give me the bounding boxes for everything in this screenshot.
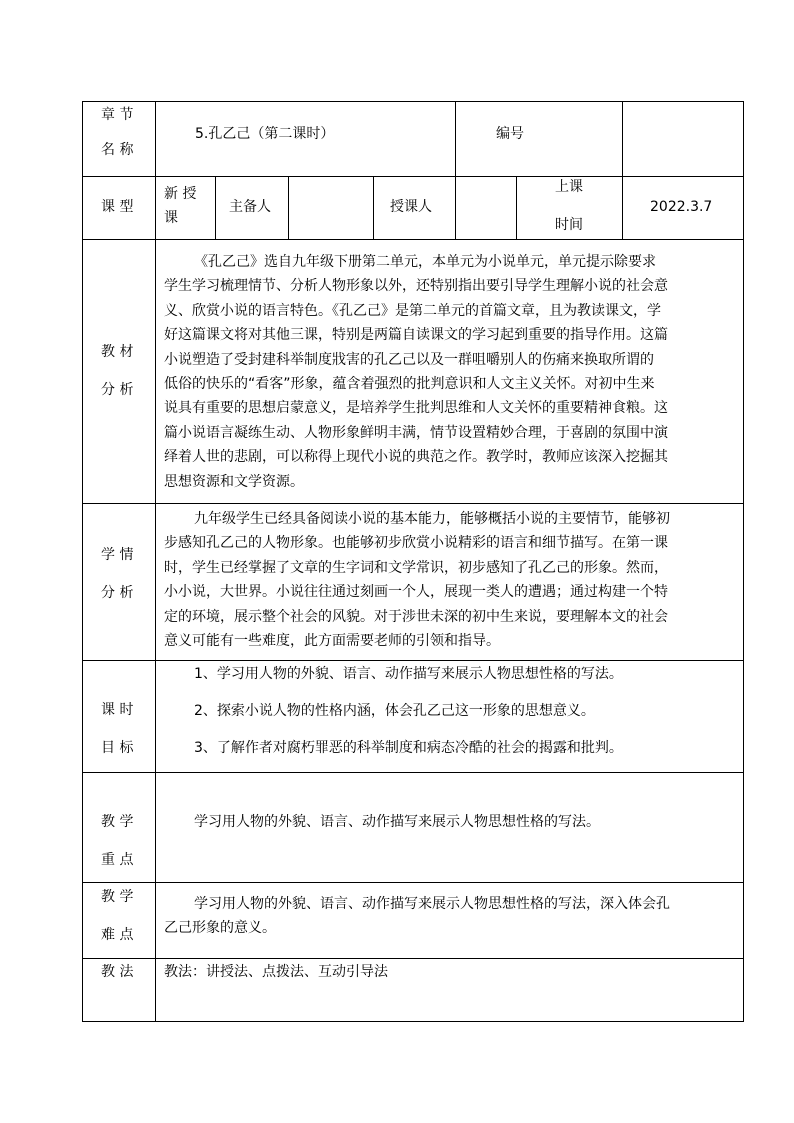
lesson-title: 5.孔乙己（第二课时） — [195, 126, 335, 142]
teacher-label: 授课人 — [390, 199, 432, 215]
chapter-label-bottom: 名 称 — [101, 142, 134, 158]
chapter-label-top: 章 节 — [101, 107, 134, 123]
type-value-top: 新 授 — [164, 186, 197, 202]
col-divider — [373, 176, 374, 239]
row-divider — [82, 176, 744, 177]
textbook-line: 《孔乙己》选自九年级下册第二单元，本单元为小说单元，单元提示除要求 — [194, 254, 656, 270]
col-divider — [516, 176, 517, 239]
table-border-bottom — [82, 1021, 744, 1022]
col-divider — [215, 176, 216, 239]
learner-line: 时，学生已经掌握了文章的生字词和文学常识，初步感知了孔乙己的形象。然而， — [164, 559, 668, 576]
time-label-bottom: 时间 — [555, 217, 583, 233]
row-divider — [82, 239, 744, 240]
row-divider — [82, 503, 744, 504]
class-date: 2022.3.7 — [650, 199, 713, 215]
textbook-line: 小说塑造了受封建科举制度戕害的孔乙己以及一群咀嚼别人的伤痛来换取所谓的 — [164, 351, 654, 368]
textbook-label-top: 教 材 — [101, 344, 134, 360]
difficulties-line: 乙己形象的意义。 — [164, 920, 276, 936]
col-divider — [622, 101, 623, 239]
objectives-label-bottom: 目 标 — [101, 740, 134, 756]
row-divider — [82, 772, 744, 773]
type-value-bottom: 课 — [164, 210, 178, 226]
methods-text: 教法：讲授法、点拨法、互动引导法 — [164, 964, 388, 980]
key-points-label-top: 教 学 — [101, 814, 134, 830]
difficulties-label-top: 教 学 — [101, 889, 134, 905]
col-divider — [288, 176, 289, 239]
textbook-line: 说具有重要的思想启蒙意义，是培养学生批判思维和人文关怀的重要精神食粮。这 — [164, 400, 668, 417]
col-divider — [455, 101, 456, 239]
difficulties-line: 学习用人物的外貌、语言、动作描写来展示人物思想性格的写法，深入体会孔 — [194, 896, 670, 912]
objectives-label-top: 课 时 — [101, 702, 134, 718]
preparer-label: 主备人 — [229, 199, 271, 215]
textbook-line: 思想资源和文学资源。 — [164, 473, 304, 490]
learner-line: 定的环境，展示整个社会的风貌。对于涉世未深的初中生来说，要理解本文的社会 — [164, 608, 668, 625]
time-label-top: 上课 — [555, 179, 583, 195]
key-points-label-bottom: 重 点 — [101, 852, 134, 868]
textbook-line: 低俗的快乐的“看客”形象，蕴含着强烈的批判意识和人文主义关怀。对初中生来 — [164, 376, 655, 393]
table-border-right — [743, 101, 744, 1022]
objective-item: 3、了解作者对腐朽罪恶的科举制度和病态冷酷的社会的揭露和批判。 — [194, 740, 623, 756]
methods-label: 教 法 — [101, 964, 134, 980]
objective-item: 1、学习用人物的外貌、语言、动作描写来展示人物思想性格的写法。 — [194, 666, 623, 682]
code-label: 编号 — [496, 126, 524, 142]
textbook-line: 义、欣赏小说的语言特色。《孔乙己》是第二单元的首篇文章，且为教读课文，学 — [164, 302, 661, 319]
textbook-line: 好这篇课文将对其他三课，特别是两篇自读课文的学习起到重要的指导作用。这篇 — [164, 327, 668, 344]
key-points-text: 学习用人物的外貌、语言、动作描写来展示人物思想性格的写法。 — [194, 814, 600, 830]
learner-line: 意义可能有一些难度，此方面需要老师的引领和指导。 — [164, 633, 500, 650]
learner-label-bottom: 分 析 — [101, 585, 134, 601]
learner-line: 步感知孔乙己的人物形象。也能够初步欣赏小说精彩的语言和细节描写。在第一课 — [164, 535, 668, 552]
learner-label-top: 学 情 — [101, 547, 134, 563]
textbook-label-bottom: 分 析 — [101, 382, 134, 398]
table-border-top — [82, 101, 744, 102]
textbook-line: 篇小说语言凝练生动、人物形象鲜明丰满，情节设置精妙合理，于喜剧的氛围中演 — [164, 424, 668, 441]
label-column-divider — [155, 101, 156, 1022]
difficulties-label-bottom: 难 点 — [101, 927, 134, 943]
textbook-line: 学生学习梳理情节、分析人物形象以外，还特别指出要引导学生理解小说的社会意 — [164, 278, 668, 295]
type-label: 课 型 — [101, 199, 134, 215]
objective-item: 2、探索小说人物的性格内涵，体会孔乙己这一形象的思想意义。 — [194, 703, 595, 719]
row-divider — [82, 958, 744, 959]
learner-analysis-text — [164, 507, 738, 653]
table-border-left — [82, 101, 83, 1022]
learner-line: 九年级学生已经具备阅读小说的基本能力，能够概括小说的主要情节，能够初 — [194, 511, 670, 527]
row-divider — [82, 882, 744, 883]
textbook-line: 绎着人世的悲剧，可以称得上现代小说的典范之作。教学时，教师应该深入挖掘其 — [164, 449, 668, 466]
row-divider — [82, 660, 744, 661]
textbook-analysis-text — [164, 250, 738, 494]
learner-line: 小小说，大世界。小说往往通过刻画一个人，展现一类人的遭遇；通过构建一个特 — [164, 584, 668, 601]
